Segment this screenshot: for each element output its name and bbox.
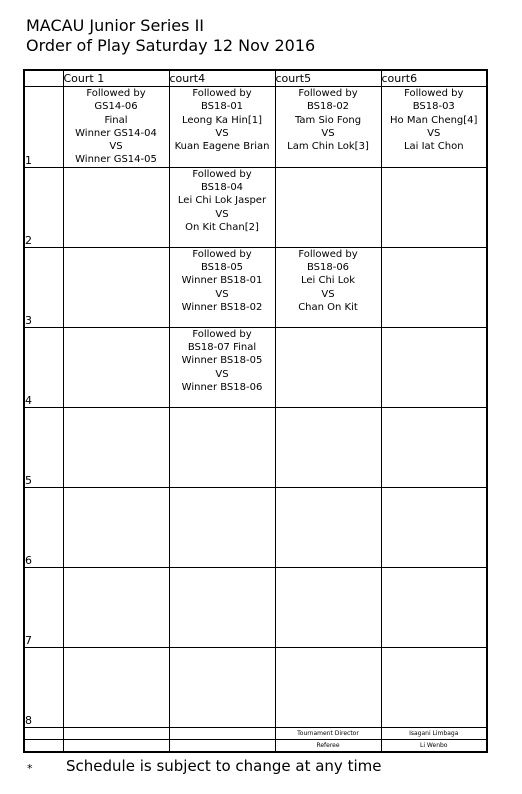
match-line: Ho Man Cheng[4] — [390, 114, 478, 126]
match-cell — [381, 327, 487, 407]
officials-row-referee — [24, 739, 487, 752]
match-line: Lei Chi Lok — [300, 275, 356, 287]
match-line: BS18-07 Final — [187, 342, 257, 354]
match-line: VS — [321, 288, 335, 300]
schedule-row — [24, 647, 487, 727]
match-line: VS — [215, 288, 229, 300]
referee-label: Referee — [275, 739, 381, 752]
match-cell — [169, 487, 275, 567]
match-cell — [275, 407, 381, 487]
match-cell — [275, 327, 381, 407]
page-subtitle: Order of Play Saturday 12 Nov 2016 — [26, 36, 316, 55]
match-cell — [169, 327, 275, 407]
match-line: BS18-04 — [200, 182, 244, 194]
match-line: Lai Iat Chon — [403, 141, 464, 153]
match-line: Lei Chi Lok Jasper — [177, 195, 267, 207]
footnote-text: Schedule is subject to change at any time — [66, 757, 382, 775]
match-cell — [63, 167, 169, 247]
match-cell — [275, 647, 381, 727]
match-cell — [169, 407, 275, 487]
match-cell — [169, 647, 275, 727]
match-line: Winner GS14-04 — [75, 127, 157, 139]
header-court-5: court5 — [275, 70, 381, 87]
footnote-asterisk: * — [27, 762, 33, 775]
slot-number: 7 — [24, 567, 63, 647]
page-title: MACAU Junior Series II — [26, 16, 205, 35]
officials-row-director — [24, 727, 487, 739]
match-line: Followed by — [86, 88, 146, 99]
match-cell — [169, 87, 275, 168]
match-cell — [381, 567, 487, 647]
match-cell — [169, 567, 275, 647]
schedule-row — [24, 167, 487, 247]
match-cell — [275, 167, 381, 247]
schedule-row — [24, 567, 487, 647]
schedule-row — [24, 487, 487, 567]
match-cell — [381, 647, 487, 727]
match-line: BS18-01 — [200, 101, 244, 113]
match-cell — [381, 167, 487, 247]
slot-number: 2 — [24, 167, 63, 247]
match-line: Followed by — [298, 248, 358, 260]
schedule-row — [24, 407, 487, 487]
match-line: BS18-05 — [200, 262, 244, 274]
match-line: Chan On Kit — [298, 301, 358, 313]
match-line: On Kit Chan[2] — [185, 221, 259, 233]
order-of-play-table — [23, 69, 488, 753]
header-court-6: court6 — [381, 70, 487, 87]
referee-name: Li Wenbo — [381, 739, 487, 752]
match-cell — [381, 487, 487, 567]
match-cell — [63, 487, 169, 567]
match-line: Followed by — [192, 248, 252, 260]
match-line: Followed by — [404, 88, 464, 99]
match-cell — [63, 647, 169, 727]
match-cell — [63, 247, 169, 327]
match-line: BS18-03 — [412, 101, 455, 113]
match-line: Tam Sio Fong — [294, 114, 362, 126]
match-line: VS — [215, 368, 229, 380]
director-label: Tournament Director — [275, 727, 381, 739]
match-line: BS18-06 — [306, 262, 350, 274]
match-line: GS14-06 — [94, 101, 138, 113]
match-cell — [63, 327, 169, 407]
schedule-row — [24, 87, 487, 168]
match-line: VS — [215, 127, 229, 139]
match-line: VS — [427, 127, 441, 139]
match-line: Followed by — [298, 88, 358, 99]
match-cell — [63, 407, 169, 487]
match-line: Winner BS18-02 — [181, 301, 263, 313]
slot-number: 5 — [24, 407, 63, 487]
match-cell — [63, 87, 169, 168]
match-line: Winner GS14-05 — [75, 154, 157, 166]
match-cell — [381, 247, 487, 327]
match-line: VS — [109, 141, 123, 153]
slot-number: 8 — [24, 647, 63, 727]
match-cell — [275, 567, 381, 647]
schedule-row — [24, 327, 487, 407]
slot-number: 4 — [24, 327, 63, 407]
match-line: Kuan Eagene Brian — [174, 141, 270, 153]
match-cell — [381, 87, 487, 168]
match-line: Winner BS18-01 — [181, 275, 263, 287]
match-cell — [275, 247, 381, 327]
match-cell — [63, 567, 169, 647]
match-line: Followed by — [192, 168, 252, 180]
match-line: VS — [215, 208, 229, 220]
match-cell — [169, 247, 275, 327]
match-line: Final — [104, 114, 128, 126]
slot-number: 6 — [24, 487, 63, 567]
match-cell — [275, 87, 381, 168]
match-line: Followed by — [192, 328, 252, 340]
slot-number: 3 — [24, 247, 63, 327]
match-line: BS18-02 — [306, 101, 350, 113]
schedule-row — [24, 247, 487, 327]
header-court-4: court4 — [169, 70, 275, 87]
match-line: Winner BS18-05 — [181, 355, 263, 367]
match-cell — [275, 487, 381, 567]
director-name: Isagani Limbaga — [381, 727, 487, 739]
header-court-1: Court 1 — [63, 70, 169, 87]
match-line: Leong Ka Hin[1] — [181, 114, 263, 126]
header-corner — [24, 70, 63, 87]
slot-number: 1 — [24, 87, 63, 168]
table-header-row — [24, 70, 487, 87]
match-cell — [381, 407, 487, 487]
match-line: Followed by — [192, 88, 252, 99]
match-cell — [169, 167, 275, 247]
match-line: Winner BS18-06 — [181, 381, 263, 393]
match-line: Lam Chin Lok[3] — [287, 141, 369, 153]
match-line: VS — [321, 127, 335, 139]
